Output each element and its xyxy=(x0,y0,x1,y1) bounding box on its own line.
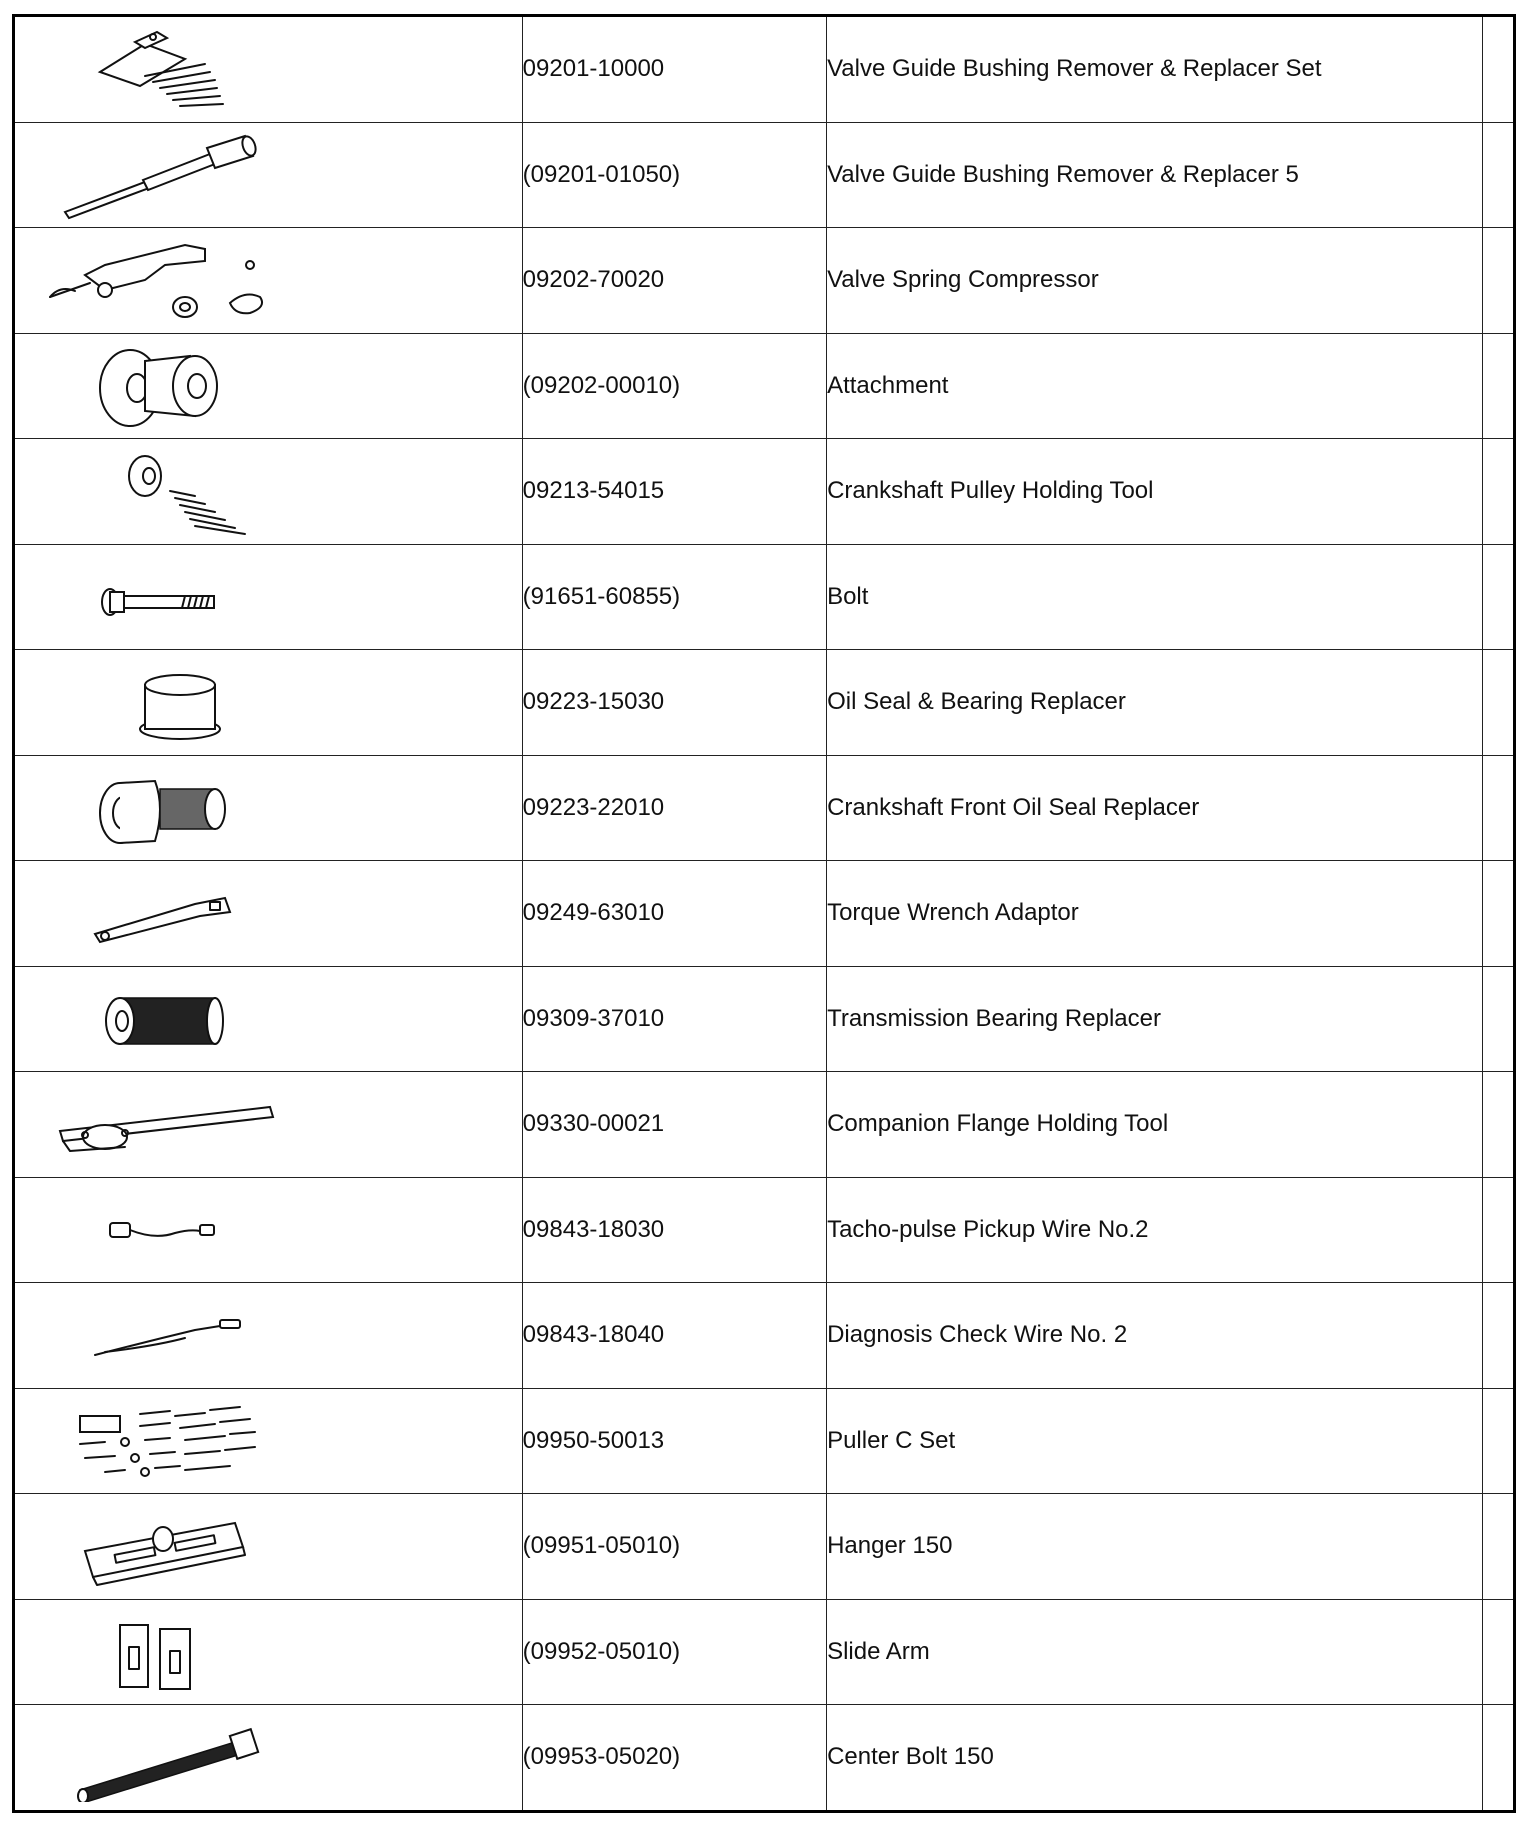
part-number: (09952-05010) xyxy=(522,1599,826,1705)
special-tools-table xyxy=(12,14,1516,1813)
table-row xyxy=(14,1283,1515,1389)
table-row xyxy=(14,966,1515,1072)
valve-guide-bushing-rod-icon xyxy=(45,130,275,220)
part-number: 09223-15030 xyxy=(522,650,826,756)
tool-name: Transmission Bearing Replacer xyxy=(827,966,1483,1072)
table-row xyxy=(14,861,1515,967)
torque-wrench-adaptor-icon xyxy=(45,868,265,958)
part-number: 09843-18030 xyxy=(522,1177,826,1283)
bolt-icon xyxy=(45,552,245,642)
pickup-wire-icon xyxy=(45,1185,245,1275)
slide-arm-icon xyxy=(45,1607,245,1697)
table-row xyxy=(14,122,1515,228)
part-number: 09249-63010 xyxy=(522,861,826,967)
table-row xyxy=(14,228,1515,334)
tool-name: Hanger 150 xyxy=(827,1494,1483,1600)
part-number: 09202-70020 xyxy=(522,228,826,334)
tool-name: Oil Seal & Bearing Replacer xyxy=(827,650,1483,756)
tool-name: Bolt xyxy=(827,544,1483,650)
part-number: (91651-60855) xyxy=(522,544,826,650)
tool-name: Crankshaft Pulley Holding Tool xyxy=(827,439,1483,545)
tool-name: Tacho-pulse Pickup Wire No.2 xyxy=(827,1177,1483,1283)
part-number: 09330-00021 xyxy=(522,1072,826,1178)
center-bolt-icon xyxy=(45,1712,275,1802)
tool-name: Valve Guide Bushing Remover & Replacer Set xyxy=(827,16,1483,123)
tool-name: Valve Guide Bushing Remover & Replacer 5 xyxy=(827,122,1483,228)
table-row xyxy=(14,1072,1515,1178)
tool-name: Valve Spring Compressor xyxy=(827,228,1483,334)
tool-name: Diagnosis Check Wire No. 2 xyxy=(827,1283,1483,1389)
table-row xyxy=(14,16,1515,123)
part-number: 09213-54015 xyxy=(522,439,826,545)
part-number: (09202-00010) xyxy=(522,333,826,439)
tool-name: Slide Arm xyxy=(827,1599,1483,1705)
bearing-replacer-icon xyxy=(45,974,245,1064)
tool-name: Attachment xyxy=(827,333,1483,439)
part-number: 09843-18040 xyxy=(522,1283,826,1389)
table-row xyxy=(14,333,1515,439)
tool-name: Puller C Set xyxy=(827,1388,1483,1494)
part-number: 09309-37010 xyxy=(522,966,826,1072)
table-row xyxy=(14,439,1515,545)
part-number: 09950-50013 xyxy=(522,1388,826,1494)
tool-name: Center Bolt 150 xyxy=(827,1705,1483,1812)
puller-set-icon xyxy=(45,1396,265,1486)
part-number: (09953-05020) xyxy=(522,1705,826,1812)
hanger-icon xyxy=(45,1501,265,1591)
table-row xyxy=(14,1599,1515,1705)
tool-name: Torque Wrench Adaptor xyxy=(827,861,1483,967)
table-row xyxy=(14,1705,1515,1812)
tool-name: Crankshaft Front Oil Seal Replacer xyxy=(827,755,1483,861)
valve-guide-bushing-set-icon xyxy=(45,24,245,114)
check-wire-icon xyxy=(45,1290,265,1380)
table-row xyxy=(14,1494,1515,1600)
oil-seal-replacer-icon xyxy=(45,657,245,747)
pulley-holding-tool-icon xyxy=(45,446,265,536)
table-row xyxy=(14,755,1515,861)
part-number: (09201-01050) xyxy=(522,122,826,228)
table-row xyxy=(14,650,1515,756)
table-row xyxy=(14,1388,1515,1494)
part-number: 09223-22010 xyxy=(522,755,826,861)
table-row xyxy=(14,1177,1515,1283)
part-number: 09201-10000 xyxy=(522,16,826,123)
part-number: (09951-05010) xyxy=(522,1494,826,1600)
valve-spring-compressor-icon xyxy=(45,235,285,325)
table-row xyxy=(14,544,1515,650)
front-oil-seal-replacer-icon xyxy=(45,763,245,853)
tool-name: Companion Flange Holding Tool xyxy=(827,1072,1483,1178)
attachment-icon xyxy=(45,341,245,431)
flange-holding-tool-icon xyxy=(45,1079,285,1169)
